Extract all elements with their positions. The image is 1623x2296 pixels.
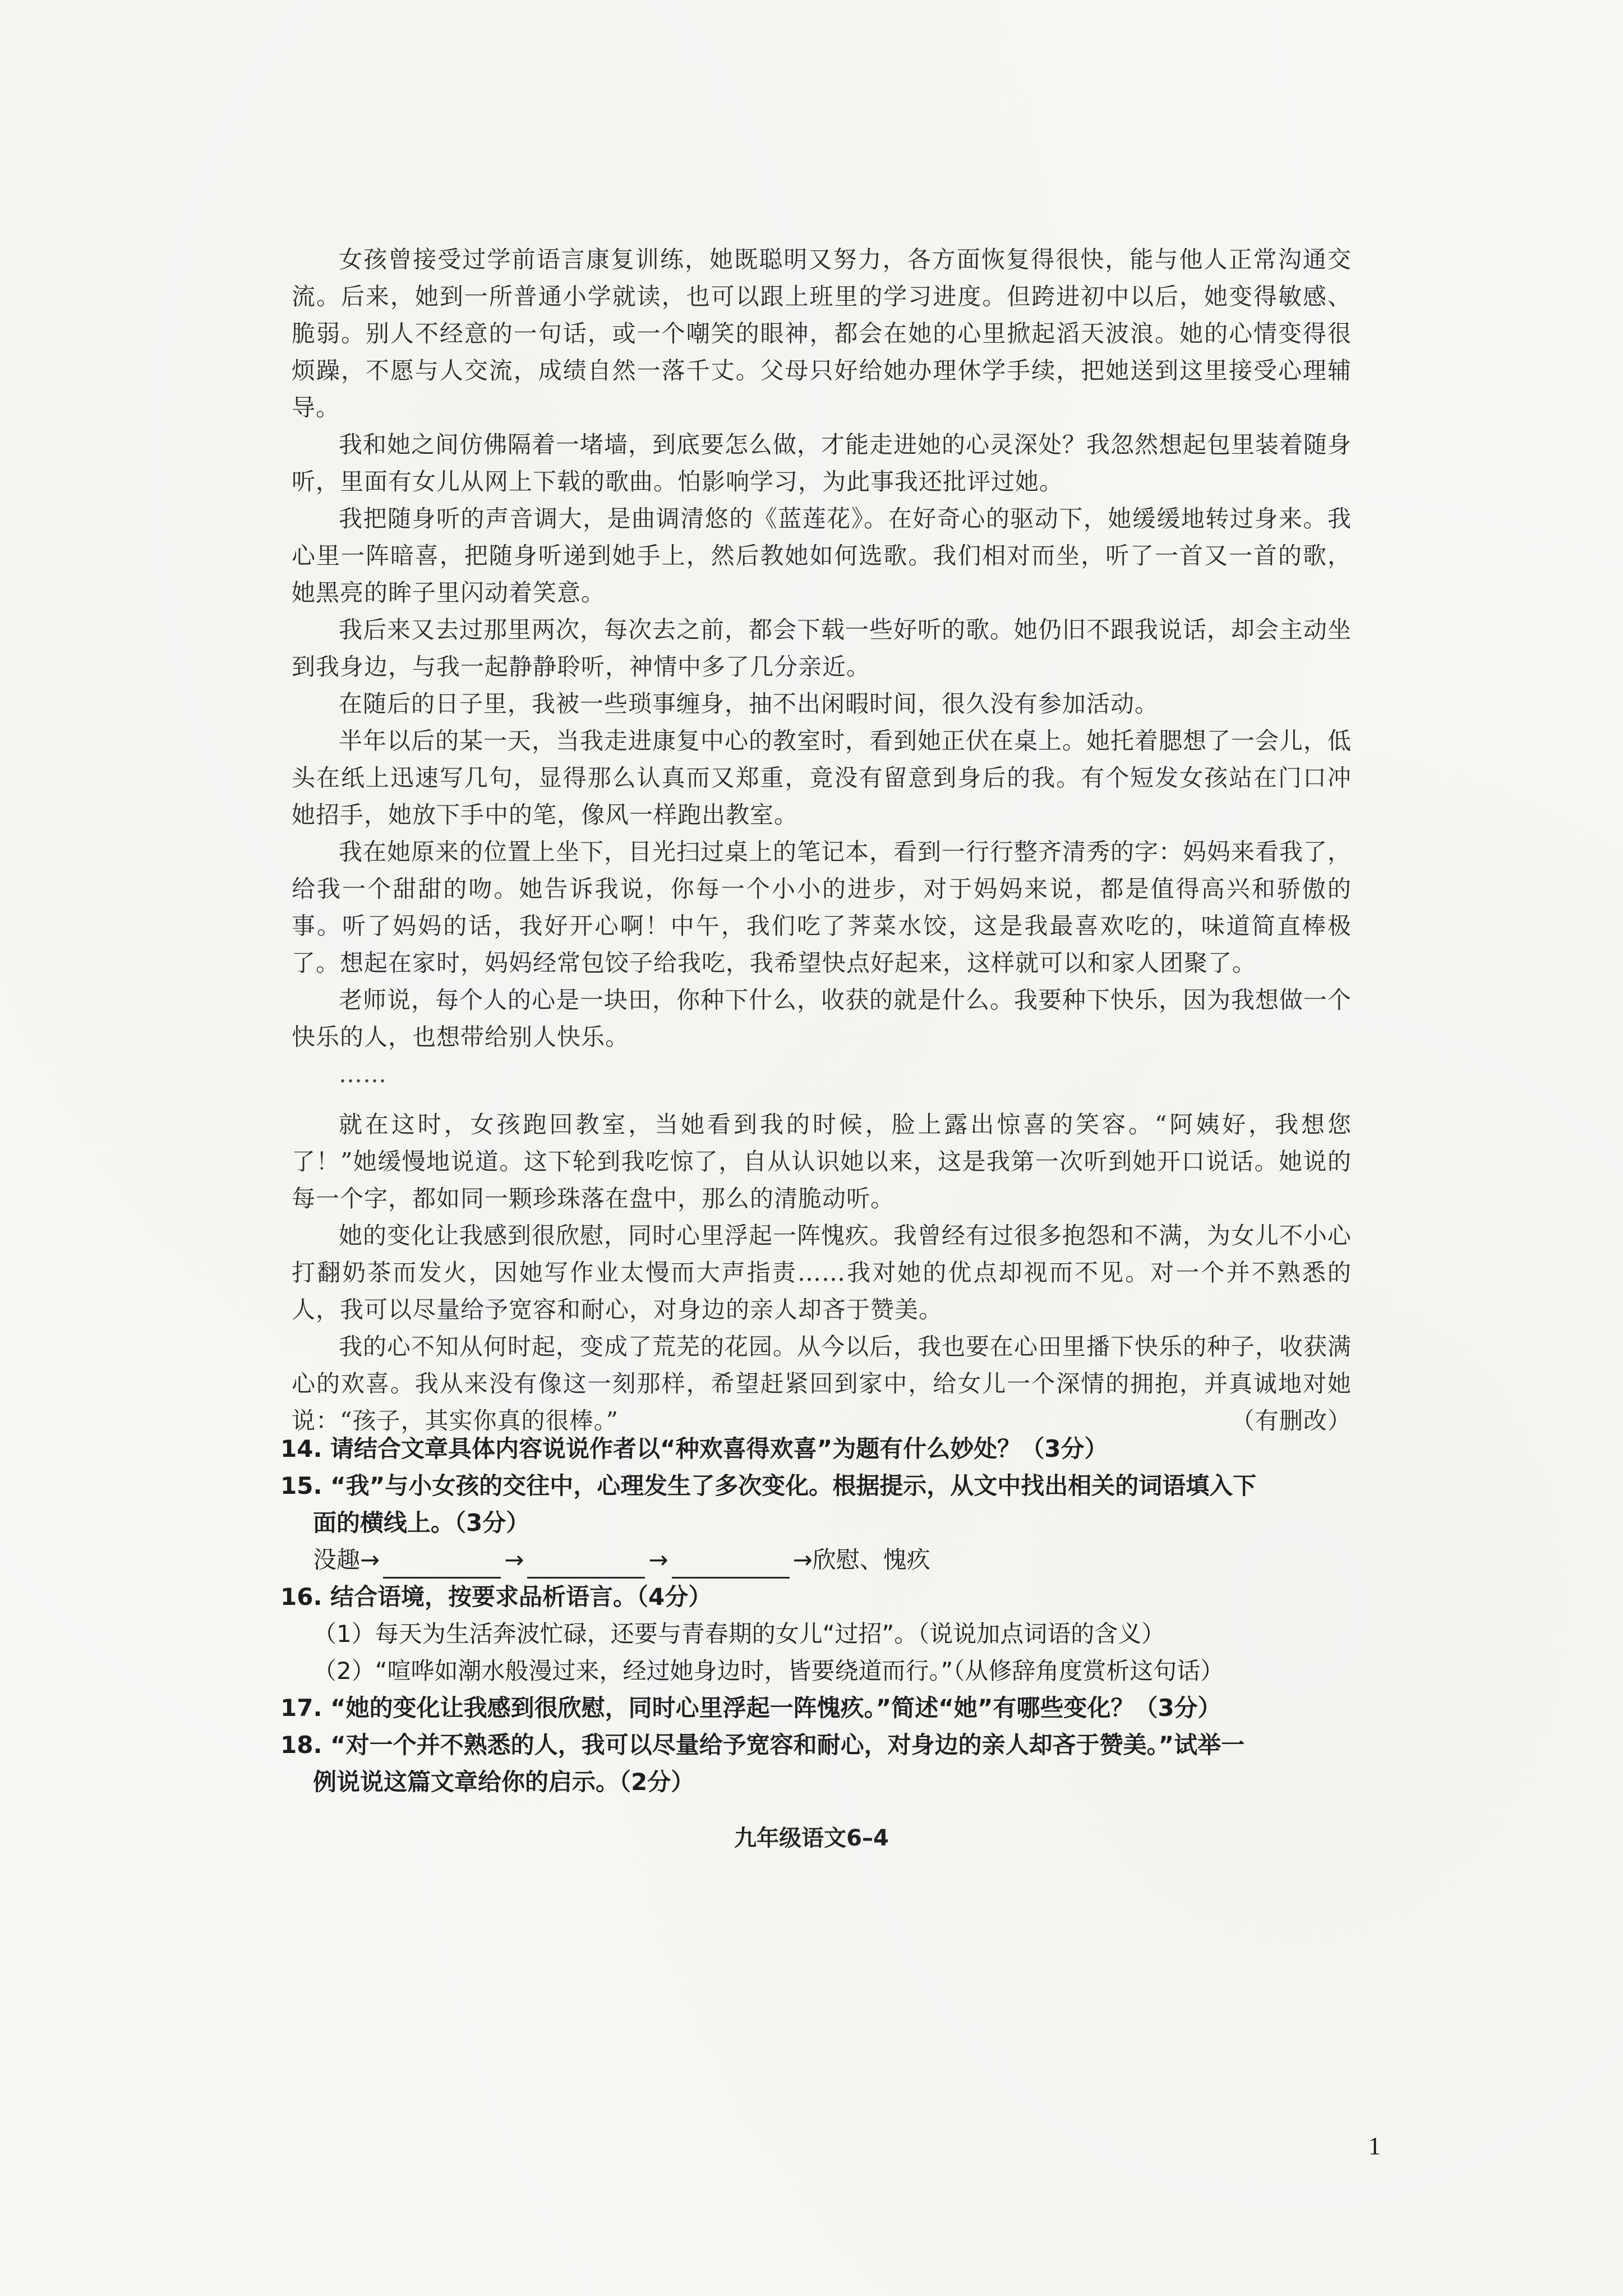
question-18 [280,1727,1352,1801]
question-14: 14. 请结合文章具体内容说说作者以“种欢喜得欢喜”为题有什么妙处？（3分） [280,1435,1108,1462]
source-note: （有删改） [1230,1407,1352,1434]
question-list [280,1430,1352,1801]
passage-paragraph: 半年以后的某一天，当我走进康复中心的教室时，看到她正伏在桌上。她托着腮想了一会儿，低头在纸上迅速写几句，显得那么认真而又郑重，竟没有留意到身后的我。有个短发女孩站在门口冲她招手，她放下手中的笔，像风一样跑出教室。 [292,727,1352,829]
passage-paragraph: 在随后的日子里，我被一些琐事缠身，抽不出闲暇时间，很久没有参加活动。 [339,690,1159,717]
chain-end: →欣慰、愧疚 [792,1546,930,1573]
page-footer: 九年级语文6–4 [734,1825,889,1851]
passage-ellipsis: …… [339,1060,387,1088]
passage-paragraph [292,1328,1352,1439]
question-15-line1: 15. “我”与小女孩的交往中，心理发生了多次变化。根据提示，从文中找出相关的词语填入下 [280,1472,1257,1499]
question-16-stem: 16. 结合语境，按要求品析语言。（4分） [280,1583,712,1611]
question-15 [280,1467,1352,1579]
chain-arrow: → [504,1546,524,1573]
question-16 [280,1579,1352,1690]
passage-paragraph: 她的变化让我感到很欣慰，同时心里浮起一阵愧疚。我曾经有过很多抱怨和不满，为女儿不小心打翻奶茶而发火，因她写作业太慢而大声指责……我对她的优点却视而不见。对一个并不熟悉的人，我可以尽量给予宽容和耐心，对身边的亲人却吝于赞美。 [292,1222,1352,1323]
question-15-answer-chain [280,1542,1352,1579]
passage-paragraph: 我后来又去过那里两次，每次去之前，都会下载一些好听的歌。她仍旧不跟我说话，却会主动坐到我身边，与我一起静静聆听，神情中多了几分亲近。 [292,616,1352,680]
question-18-line1: 18. “对一个并不熟悉的人，我可以尽量给予宽容和耐心，对身边的亲人却吝于赞美。”试举一 [280,1731,1245,1759]
question-16-part-2: （2）“喧哗如潮水般漫过来，经过她身边时，皆要绕道而行。”（从修辞角度赏析这句话） [313,1657,1224,1685]
passage-paragraph: 女孩曾接受过学前语言康复训练，她既聪明又努力，各方面恢复得很快，能与他人正常沟通交流。后来，她到一所普通小学就读，也可以跟上班里的学习进度。但跨进初中以后，她变得敏感、脆弱。别人不经意的一句话，或一个嘲笑的眼神，都会在她的心里掀起滔天波浪。她的心情变得很烦躁，不愿与人交流，成绩自然一落千丈。父母只好给她办理休学手续，把她送到这里接受心理辅导。 [292,246,1352,421]
chain-arrow: → [648,1546,668,1573]
answer-blank-2[interactable] [527,1552,645,1579]
answer-blank-3[interactable] [672,1552,790,1579]
question-17: 17. “她的变化让我感到很欣慰，同时心里浮起一阵愧疚。”简述“她”有哪些变化？（3分） [280,1694,1221,1722]
passage-paragraph: 我把随身听的声音调大，是曲调清悠的《蓝莲花》。在好奇心的驱动下，她缓缓地转过身来。我心里一阵暗喜，把随身听递到她手上，然后教她如何选歌。我们相对而坐，听了一首又一首的歌，她黑亮的眸子里闪动着笑意。 [292,505,1352,606]
passage-paragraph: 我和她之间仿佛隔着一堵墙，到底要怎么做，才能走进她的心灵深处？我忽然想起包里装着随身听，里面有女儿从网上下载的歌曲。怕影响学习，为此事我还批评过她。 [292,431,1352,495]
reading-passage [292,241,1352,1439]
question-15-line2: 面的横线上。（3分） [313,1509,530,1536]
passage-paragraph: 老师说，每个人的心是一块田，你种下什么，收获的就是什么。我要种下快乐，因为我想做一个快乐的人，也想带给别人快乐。 [292,986,1352,1051]
page-number: 1 [1368,2132,1381,2160]
answer-blank-1[interactable] [383,1552,501,1579]
passage-last-paragraph-text: 我的心不知从何时起，变成了荒芜的花园。从今以后，我也要在心田里播下快乐的种子，收获满心的欢喜。我从来没有像这一刻那样，希望赶紧回到家中，给女儿一个深情的拥抱，并真诚地对她说：“孩子，其实你真的很棒。” [292,1333,1352,1434]
chain-start: 没趣→ [313,1546,380,1573]
question-16-part-1: （1）每天为生活奔波忙碌，还要与青春期的女儿“过招”。（说说加点词语的含义） [313,1620,1165,1648]
question-18-line2: 例说说这篇文章给你的启示。（2分） [313,1768,695,1796]
passage-paragraph: 就在这时，女孩跑回教室，当她看到我的时候，脸上露出惊喜的笑容。“阿姨好，我想您了！”她缓慢地说道。这下轮到我吃惊了，自从认识她以来，这是我第一次听到她开口说话。她说的每一个字，都如同一颗珍珠落在盘中，那么的清脆动听。 [292,1111,1352,1212]
passage-paragraph: 我在她原来的位置上坐下，目光扫过桌上的笔记本，看到一行行整齐清秀的字：妈妈来看我了，给我一个甜甜的吻。她告诉我说，你每一个小小的进步，对于妈妈来说，都是值得高兴和骄傲的事。听了妈妈的话，我好开心啊！中午，我们吃了荠菜水饺，这是我最喜欢吃的，味道简直棒极了。想起在家时，妈妈经常包饺子给我吃，我希望快点好起来，这样就可以和家人团聚了。 [292,838,1352,977]
